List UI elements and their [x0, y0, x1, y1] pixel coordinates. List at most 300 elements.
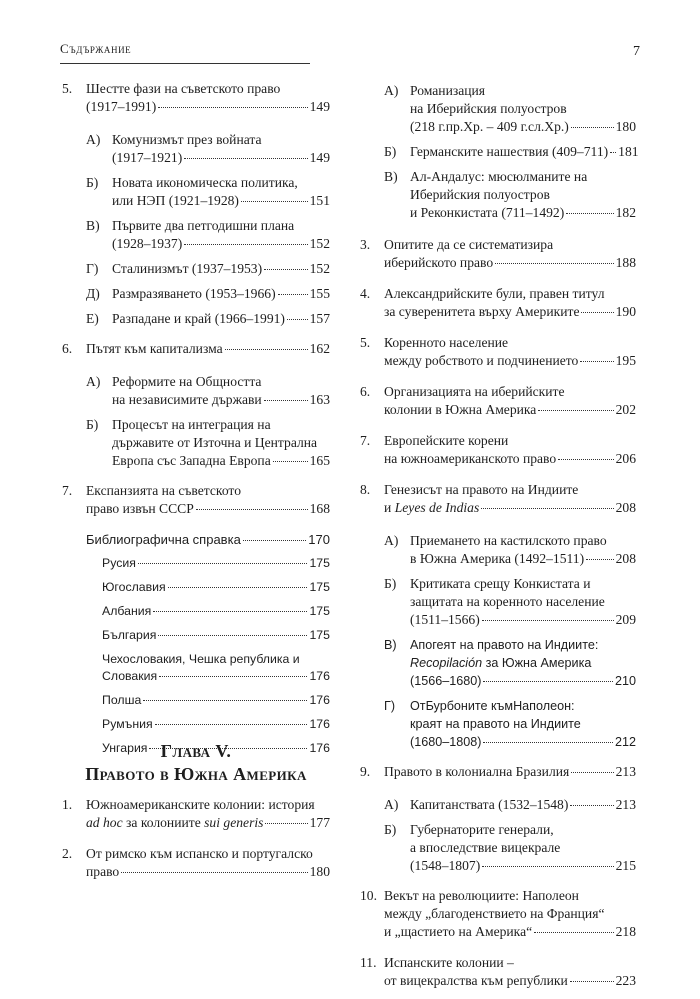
entry-text: Губернаторите генерали, [410, 822, 554, 837]
page-ref: 180 [309, 864, 330, 879]
entry-line [410, 575, 636, 593]
page-ref: 177 [309, 815, 330, 830]
entry-text: Библиографична справка [86, 532, 241, 547]
entry-text: Критиката срещу Конкистата и [410, 576, 591, 591]
page-ref: 176 [309, 669, 330, 683]
entry-line [384, 285, 636, 303]
bibliography-country[interactable] [102, 692, 330, 709]
subentry-letter: А) [86, 132, 101, 147]
entry-line [102, 716, 330, 733]
toc-subentries [384, 794, 636, 875]
page-ref: 209 [615, 612, 636, 627]
page-ref: 176 [309, 693, 330, 707]
dot-leader [184, 158, 307, 159]
dot-leader [586, 559, 613, 560]
bibliography-country[interactable] [102, 555, 330, 572]
entry-text: колонии в Южна Америка [384, 402, 537, 417]
entry-line [410, 118, 636, 136]
entry-text: Приемането на кастилското право [410, 533, 607, 548]
toc-subentry[interactable] [384, 143, 639, 161]
entry-text: Шестте фази на съветското право [86, 81, 281, 96]
entry-line [410, 82, 636, 100]
entry-line [384, 352, 636, 370]
entry-line [384, 254, 636, 272]
entry-text: иберийското право [384, 255, 494, 270]
entry-text: и Leyes de Indias [384, 500, 480, 515]
entry-line [86, 482, 330, 500]
entry-text: Испанските колонии – [384, 955, 514, 970]
toc-entry[interactable] [62, 80, 330, 116]
page-ref: 162 [309, 341, 330, 356]
dot-leader [138, 563, 308, 564]
entry-line [410, 143, 639, 161]
subentry-letter: А) [384, 533, 399, 548]
dot-leader [534, 932, 613, 933]
dot-leader [168, 587, 308, 588]
entry-line [102, 651, 330, 668]
entry-line [384, 236, 636, 254]
entry-text: и Реконкистата (711–1492) [410, 205, 565, 220]
page-ref: 176 [309, 717, 330, 731]
page-ref: 168 [309, 501, 330, 516]
entry-text: Правото в колониална Бразилия [384, 764, 570, 779]
entry-line [102, 692, 330, 709]
dot-leader [580, 361, 613, 362]
entry-line [384, 923, 636, 941]
entry-line [384, 303, 636, 321]
subentry-letter: А) [384, 797, 399, 812]
page-ref: 213 [615, 764, 636, 779]
page-ref: 208 [615, 500, 636, 515]
entry-line [86, 500, 330, 518]
dot-leader [558, 459, 613, 460]
italic-term: Recopilación [410, 656, 483, 670]
page-ref: 202 [615, 402, 636, 417]
entry-line [410, 100, 636, 118]
dot-leader [581, 312, 613, 313]
page-ref: 152 [309, 261, 330, 276]
entry-text: Процесът на интеграция на [112, 417, 271, 432]
dot-leader [571, 127, 614, 128]
toc-chapter-entries [62, 796, 330, 894]
entry-text: и „щастието на Америка“ [384, 924, 533, 939]
subentry-letter: Е) [86, 311, 99, 326]
entry-text: Албания [102, 604, 152, 618]
toc-entry[interactable] [360, 285, 636, 321]
entry-text: право [86, 864, 120, 879]
toc-entry[interactable] [360, 383, 636, 419]
dot-leader [538, 410, 613, 411]
dot-leader [481, 508, 613, 509]
page-ref: 175 [309, 556, 330, 570]
entry-text: Германските нашествия (409–711) [410, 144, 609, 159]
dot-leader [265, 823, 307, 824]
page-ref: 176 [309, 741, 330, 755]
entry-line [112, 217, 330, 235]
toc-entry[interactable] [360, 236, 636, 272]
page-ref: 210 [614, 674, 636, 688]
toc-subentry[interactable] [384, 697, 636, 751]
entry-line [410, 654, 636, 672]
entry-line [410, 821, 636, 839]
entry-text: Сталинизмът (1937–1953) [112, 261, 263, 276]
entry-text: на южноамериканското право [384, 451, 557, 466]
subentry-letter: Г) [86, 261, 99, 276]
subentry-letter: Б) [384, 822, 397, 837]
page-ref: 175 [309, 604, 330, 618]
page-ref: 218 [615, 924, 636, 939]
entry-text: краят на правото на Индиите [410, 717, 581, 731]
entry-line [410, 593, 636, 611]
subentry-letter: В) [86, 218, 100, 233]
entry-text: (218 г.пр.Хр. – 409 г.сл.Хр.) [410, 119, 569, 134]
entry-text: Капитанствата (1532–1548) [410, 797, 569, 812]
entry-line [410, 672, 636, 690]
entry-number: 6. [360, 384, 371, 399]
dot-leader [610, 152, 616, 153]
entry-text: а впоследствие вицекрале [410, 840, 561, 855]
entry-text: или НЭП (1921–1928) [112, 193, 239, 208]
entry-line [410, 796, 636, 814]
dot-leader [159, 676, 307, 677]
dot-leader [570, 981, 614, 982]
dot-leader [153, 611, 307, 612]
toc-subentry[interactable] [384, 532, 636, 568]
dot-leader [287, 319, 308, 320]
entry-line [112, 149, 330, 167]
entry-line [384, 887, 636, 905]
entry-line [384, 334, 636, 352]
page-ref: 155 [309, 286, 330, 301]
entry-text: Чехословакия, Чешка република и [102, 652, 300, 666]
dot-leader [158, 107, 307, 108]
page-ref: 175 [309, 628, 330, 642]
entry-line [112, 310, 330, 328]
subentry-letter: Б) [86, 417, 99, 432]
entry-text: право извън СССР [86, 501, 194, 516]
entry-line [112, 434, 330, 452]
dot-leader [241, 201, 308, 202]
dot-leader [143, 700, 307, 701]
entry-line [410, 857, 636, 875]
entry-line [384, 401, 636, 419]
entry-line [102, 668, 330, 685]
subentry-letter: Г) [384, 699, 396, 713]
entry-text: Реформите на Общността [112, 374, 262, 389]
entry-text: (1680–1808) [410, 735, 482, 749]
toc-entry[interactable] [62, 796, 330, 832]
toc-subentry[interactable] [384, 575, 636, 629]
entry-line [410, 839, 636, 857]
entry-number: 6. [62, 341, 73, 356]
entry-line [112, 174, 330, 192]
entry-number: 7. [360, 433, 371, 448]
entry-line [112, 416, 330, 434]
entry-number: 7. [62, 483, 73, 498]
page-ref: 163 [309, 392, 330, 407]
entry-text: Александрийските були, правен титул [384, 286, 605, 301]
entry-text: Южноамериканските колонии: история [86, 797, 315, 812]
entry-text: Югославия [102, 580, 166, 594]
italic-term: sui generis [204, 815, 264, 830]
entry-line [102, 579, 330, 596]
entry-text: Организацията на иберийските [384, 384, 565, 399]
toc-entry[interactable] [62, 482, 330, 518]
entry-number: 8. [360, 482, 371, 497]
entry-line [410, 733, 636, 751]
entry-text: Ал-Андалус: мюсюлманите на [410, 169, 588, 184]
subentry-letter: А) [86, 374, 101, 389]
entry-text: Новата икономическа политика, [112, 175, 298, 190]
entry-number: 11. [360, 955, 377, 970]
toc-subentry[interactable] [86, 174, 330, 210]
bibliography-country[interactable] [102, 716, 330, 733]
entry-text: Генезисът на правото на Индиите [384, 482, 579, 497]
entry-text: Размразяването (1953–1966) [112, 286, 276, 301]
entry-line [410, 636, 636, 654]
entry-line [384, 763, 636, 781]
section-title: Съдържание [60, 41, 132, 56]
entry-text: Унгария [102, 741, 148, 755]
entry-line [102, 555, 330, 572]
entry-line [384, 383, 636, 401]
page-ref: 149 [309, 99, 330, 114]
toc-subentries [86, 129, 330, 328]
entry-text: Разпадане и край (1966–1991) [112, 311, 285, 326]
italic-term: Leyes de Indias [394, 500, 480, 515]
entry-text: Европейските корени [384, 433, 509, 448]
entry-number: 1. [62, 797, 73, 812]
dot-leader [243, 540, 307, 541]
bibliography-country[interactable] [102, 651, 330, 685]
subentry-letter: Б) [384, 576, 397, 591]
toc-left-column [62, 80, 330, 764]
dot-leader [566, 213, 613, 214]
subentry-letter: Б) [86, 175, 99, 190]
dot-leader [571, 772, 613, 773]
entry-text: (1566–1680) [410, 674, 482, 688]
page-ref: 182 [615, 205, 636, 220]
entry-text: Пътят към капитализма [86, 341, 223, 356]
italic-term: ad hoc [86, 815, 123, 830]
entry-line [112, 260, 330, 278]
entry-text: Recopilación за Южна Америка [410, 656, 592, 670]
subentry-letter: Б) [384, 144, 397, 159]
entry-text: Апогеят на правото на Индиите: [410, 638, 599, 652]
entry-line [410, 532, 636, 550]
entry-line [86, 863, 330, 881]
toc-subentry[interactable] [384, 82, 636, 136]
running-header [60, 40, 310, 64]
toc-subentry[interactable] [384, 636, 636, 690]
toc-subentry[interactable] [86, 285, 330, 303]
toc-entry[interactable] [62, 340, 330, 358]
toc-subentry[interactable] [86, 217, 330, 253]
entry-line [86, 796, 330, 814]
entry-text: (1917–1921) [112, 150, 183, 165]
page-ref: 206 [615, 451, 636, 466]
chapter-title: Правото в Южна Америка [85, 764, 307, 784]
dot-leader [273, 461, 308, 462]
entry-line [410, 715, 636, 733]
dot-leader [121, 872, 307, 873]
bibliography-country[interactable] [102, 627, 330, 644]
entry-line [384, 432, 636, 450]
page-ref: 157 [309, 311, 330, 326]
entry-text: Европа със Западна Европа [112, 453, 271, 468]
dot-leader [184, 244, 307, 245]
dot-leader [482, 866, 613, 867]
dot-leader [264, 400, 308, 401]
page-ref: 152 [309, 236, 330, 251]
page-ref: 181 [618, 144, 639, 159]
entry-text: (1548–1807) [410, 858, 481, 873]
entry-text: България [102, 628, 157, 642]
entry-text: Иберийския полуостров [410, 187, 550, 202]
entry-text: държавите от Източна и Централна [112, 435, 318, 450]
entry-line [112, 131, 330, 149]
entry-text: в Южна Америка (1492–1511) [410, 551, 585, 566]
entry-line [410, 168, 636, 186]
entry-line [384, 481, 636, 499]
entry-text: за суверенитета върху Америките [384, 304, 580, 319]
entry-text: ad hoc за колониите sui generis [86, 815, 264, 830]
entry-line [86, 531, 330, 549]
bibliography-country[interactable] [102, 579, 330, 596]
toc-entry[interactable] [360, 954, 636, 990]
subentry-letter: В) [384, 169, 398, 184]
entry-line [410, 697, 636, 715]
toc-subentries [384, 530, 636, 751]
entry-text: Комунизмът през войната [112, 132, 262, 147]
toc-subentry[interactable] [384, 168, 636, 222]
toc-entry[interactable] [360, 763, 636, 781]
entry-line [112, 452, 330, 470]
entry-text: Векът на революциите: Наполеон [384, 888, 579, 903]
page-ref: 165 [309, 453, 330, 468]
entry-line [384, 972, 636, 990]
subentry-letter: А) [384, 83, 399, 98]
toc-subentry[interactable] [86, 310, 330, 328]
toc-entry[interactable] [62, 845, 330, 881]
entry-line [410, 204, 636, 222]
dot-leader [483, 681, 613, 682]
dot-leader [570, 805, 613, 806]
page-ref: 149 [309, 150, 330, 165]
entry-text: (1511–1566) [410, 612, 480, 627]
toc-entry[interactable] [360, 481, 636, 517]
dot-leader [264, 269, 307, 270]
entry-text: на Иберийския полуостров [410, 101, 567, 116]
entry-line [102, 627, 330, 644]
toc-entry[interactable] [360, 334, 636, 370]
entry-number: 5. [62, 81, 73, 96]
entry-text: между робството и подчинението [384, 353, 579, 368]
bibliography-entry[interactable] [86, 531, 330, 549]
entry-line [410, 186, 636, 204]
entry-text: Румъния [102, 717, 153, 731]
page-ref: 215 [615, 858, 636, 873]
entry-line [384, 954, 636, 972]
entry-text: защитата на коренното население [410, 594, 605, 609]
entry-number: 9. [360, 764, 371, 779]
entry-line [384, 905, 636, 923]
page-ref: 170 [308, 532, 330, 547]
entry-text: Опитите да се систематизира [384, 237, 554, 252]
dot-leader [495, 263, 613, 264]
entry-line [86, 80, 330, 98]
entry-line [410, 550, 636, 568]
subentry-letter: В) [384, 638, 397, 652]
toc-subentry[interactable] [86, 131, 330, 167]
entry-text: От римско към испанско и португалско [86, 846, 313, 861]
page-number: 7 [633, 44, 640, 59]
entry-line [112, 235, 330, 253]
toc-entry[interactable] [360, 887, 636, 941]
entry-line [112, 373, 330, 391]
bibliography-country[interactable] [102, 603, 330, 620]
toc-subentry[interactable] [86, 416, 330, 470]
dot-leader [155, 724, 308, 725]
entry-text: от вицекралства към републики [384, 973, 568, 988]
entry-text: ОтБурбоните къмНаполеон: [410, 699, 575, 713]
entry-line [112, 285, 330, 303]
entry-number: 2. [62, 846, 73, 861]
entry-number: 10. [360, 888, 377, 903]
toc-subentry[interactable] [384, 821, 636, 875]
page-ref: 212 [614, 735, 636, 749]
toc-subentry[interactable] [86, 373, 330, 409]
toc-entry[interactable] [360, 432, 636, 468]
entry-text: (1928–1937) [112, 236, 183, 251]
entry-line [410, 611, 636, 629]
entry-line [86, 845, 330, 863]
toc-subentry[interactable] [86, 260, 330, 278]
dot-leader [158, 635, 307, 636]
toc-subentry[interactable] [384, 796, 636, 814]
entry-text: Първите два петгодишни плана [112, 218, 295, 233]
page-ref: 190 [615, 304, 636, 319]
entry-line [384, 499, 636, 517]
page-ref: 223 [615, 973, 636, 988]
entry-text: (1917–1991) [86, 99, 157, 114]
entry-text: Русия [102, 556, 136, 570]
entry-number: 3. [360, 237, 371, 252]
page-ref: 180 [615, 119, 636, 134]
entry-line [86, 98, 330, 116]
entry-text: на независимите държави [112, 392, 262, 407]
page-ref: 208 [615, 551, 636, 566]
page-ref: 151 [309, 193, 330, 208]
subentry-letter: Д) [86, 286, 100, 301]
entry-line [112, 192, 330, 210]
page-ref: 195 [615, 353, 636, 368]
toc-subentries [86, 371, 330, 470]
entry-line [86, 814, 330, 832]
entry-text: Полша [102, 693, 142, 707]
entry-line [112, 391, 330, 409]
entry-text: между „благоденствието на Франция“ [384, 906, 605, 921]
toc-right-column [360, 80, 639, 999]
entry-number: 5. [360, 335, 371, 350]
dot-leader [483, 742, 613, 743]
dot-leader [482, 620, 614, 621]
entry-line [384, 450, 636, 468]
dot-leader [278, 294, 308, 295]
entry-line [102, 603, 330, 620]
chapter-heading [62, 740, 330, 786]
page-ref: 213 [615, 797, 636, 812]
